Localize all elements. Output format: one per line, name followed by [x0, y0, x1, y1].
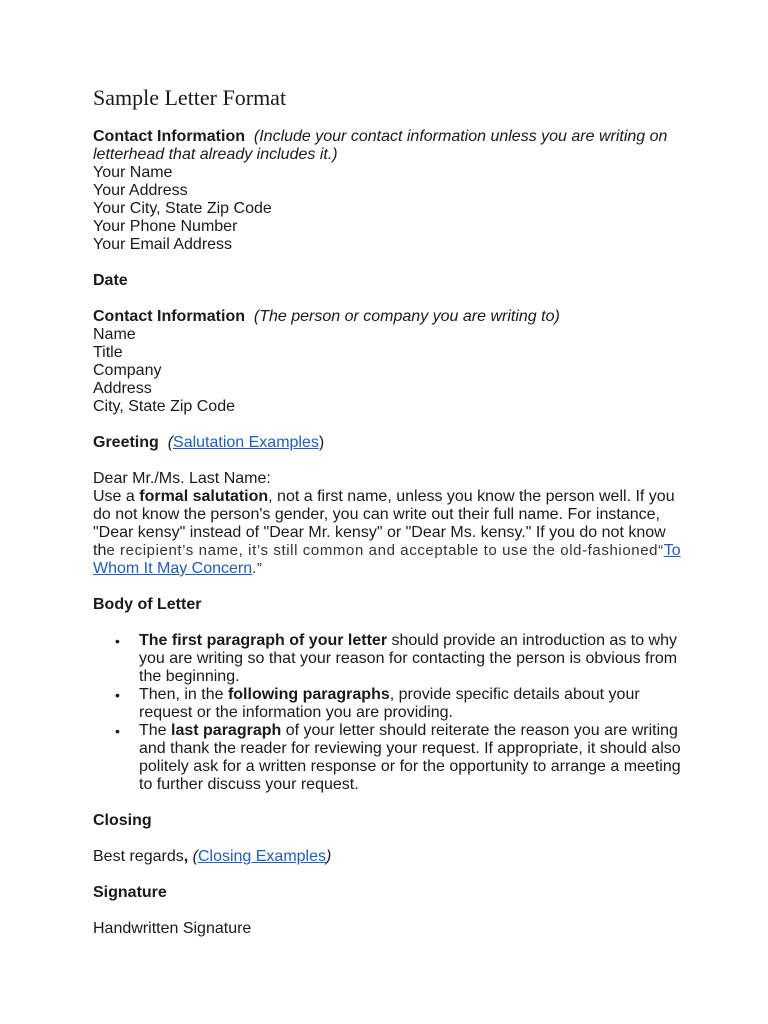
greeting-heading: Greeting [93, 434, 159, 451]
recipient-line: Title [93, 344, 123, 361]
signature-text: Handwritten Signature [93, 920, 252, 937]
greeting-paragraph-pre: Use a [93, 488, 140, 505]
sender-contact-note: (Include your contact information unless you are writing on letterhead that already includes it.) [93, 128, 668, 163]
body-bullet-list [93, 632, 683, 794]
salutation-text: Dear Mr./Ms. Last Name: [93, 470, 271, 487]
recipient-line: City, State Zip Code [93, 398, 235, 415]
body-heading: Body of Letter [93, 596, 202, 613]
greeting-paragraph-spaced: e recipient’s name, it’s still common and acceptable to use the old-fashioned [106, 542, 659, 559]
bullet-text-pre: Then, in the [139, 686, 228, 703]
recipient-contact-heading: Contact Information [93, 308, 245, 325]
greeting-close-paren: ) [318, 434, 325, 451]
body-section [93, 596, 683, 794]
bullet-text-bold: last paragraph [171, 722, 282, 739]
recipient-line: Address [93, 380, 152, 397]
closing-open-paren: ( [188, 848, 198, 865]
recipient-line: Company [93, 362, 162, 379]
closing-text: Best regards [93, 848, 184, 865]
sender-line: Your Phone Number [93, 218, 238, 235]
to-whom-link[interactable]: To Whom It May Concern [93, 542, 681, 577]
date-heading: Date [93, 272, 128, 289]
bullet-text-pre: The [139, 722, 172, 739]
signature-heading: Signature [93, 884, 167, 901]
bullet-text: should provide an introduction as to why you are writing so that your reason for contacting the person is obvious from the beginning. [139, 632, 678, 685]
closing-close-paren: ) [326, 848, 332, 865]
greeting-paragraph-end: .” [252, 560, 263, 577]
greeting-paragraph-text: , not a first name, unless you know the person well. If you do not know the person's gender, you can write out their full name. For instance, "Dear kensy" instead of "Dear Mr. kensy" or "Dear Ms. kensy." If you do not know th [93, 488, 675, 559]
list-item [139, 686, 683, 722]
greeting-paragraph-bold: formal salutation [139, 488, 269, 505]
recipient-contact-note: (The person or company you are writing to) [253, 308, 560, 325]
sender-contact-section [93, 128, 683, 254]
sender-contact-heading: Contact Information [93, 128, 245, 145]
sender-line: Your Name [93, 164, 173, 181]
list-item [139, 632, 683, 686]
list-item [139, 722, 683, 794]
bullet-text: of your letter should reiterate the reason you are writing and thank the reader for reviewing your request. If appropriate, it should also politely ask for a written response or for the opportunity to arrange a meeting to further discuss your request. [139, 722, 681, 793]
greeting-open-paren: ( [167, 434, 174, 451]
greeting-section [93, 434, 683, 578]
document-page [93, 84, 683, 938]
bullet-text: , provide specific details about your request or the information you are providing. [139, 686, 640, 721]
sender-line: Your Email Address [93, 236, 233, 253]
recipient-contact-section [93, 308, 683, 416]
page-title: Sample Letter Format [93, 85, 287, 110]
closing-section [93, 812, 683, 866]
greeting-paragraph [93, 488, 683, 578]
greeting-quote-open: “ [658, 542, 664, 559]
signature-section [93, 884, 683, 938]
recipient-line: Name [93, 326, 136, 343]
bullet-text-bold: following paragraphs [227, 686, 390, 703]
sender-line: Your City, State Zip Code [93, 200, 272, 217]
bullet-text-bold: The first paragraph of your letter [139, 632, 388, 649]
salutation-examples-link[interactable]: Salutation Examples [173, 434, 319, 451]
sender-line: Your Address [93, 182, 188, 199]
closing-heading: Closing [93, 812, 152, 829]
closing-examples-link[interactable]: Closing Examples [197, 848, 327, 865]
closing-comma: , [183, 848, 189, 865]
